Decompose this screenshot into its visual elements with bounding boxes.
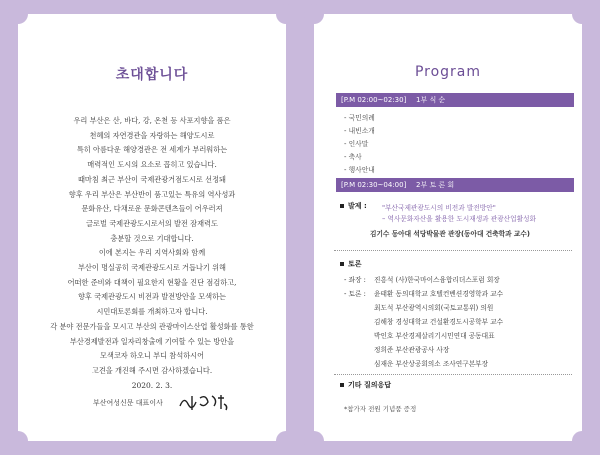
session2-name: 2부 토 론 회 xyxy=(416,181,455,189)
session1-name: 1부 식 순 xyxy=(416,96,446,104)
bullet-square-icon xyxy=(340,383,344,387)
gift-note: *참가자 전원 기념품 증정 xyxy=(344,405,417,413)
invitation-line: 매력적인 도시의 요소로 꼽히고 있습니다. xyxy=(87,160,217,170)
session2-time: [P.M 02:30~04:00] xyxy=(341,181,407,189)
divider xyxy=(334,374,572,375)
invitation-date: 2020. 2. 3. xyxy=(131,381,173,390)
session1-bar xyxy=(336,93,574,107)
invitation-line: 천혜의 자연경관을 자랑하는 해양도시로 xyxy=(89,130,215,140)
invitation-line: 향후 국제관광도시 비전과 발전방안을 모색하는 xyxy=(77,292,226,302)
presentation-label: 발제 : xyxy=(348,202,367,210)
list-item: - 국민의례 xyxy=(344,114,375,122)
panelist: 김해창 경성대학교 건설환경도시공학부 교수 xyxy=(374,318,504,326)
invitation-line: 향후 우리 부산은 부산반이 품고있는 특유의 역사성과 xyxy=(68,189,236,199)
session1-time: [P.M 02:00~02:30] xyxy=(341,96,407,104)
invitation-line: 모색코자 하오니 부디 참석하시어 xyxy=(99,351,205,361)
invitation-line: 고견을 개진해 주시면 감사하겠습니다. xyxy=(91,365,213,375)
panelist: 정희준 부산관광공사 사장 xyxy=(374,346,450,354)
invitation-line: 문화유산, 다채로운 문화콘텐츠들이 어우러져 xyxy=(81,204,223,214)
invitation-line: 특히 아름다운 해양경관은 전 세계가 부러워하는 xyxy=(76,145,228,155)
panel-label: - 토론 : xyxy=(344,290,366,298)
program-card xyxy=(314,14,582,441)
presentation-heading xyxy=(340,201,367,211)
invitation-line: 이에 본지는 우리 지역사회와 함께 xyxy=(98,248,206,258)
debate-heading xyxy=(340,259,362,269)
invitation-signer: 부산여성신문 대표이사 xyxy=(93,399,163,407)
invitation-line: 우리 부산은 산, 바다, 강, 온천 등 사포지향을 품은 xyxy=(73,116,231,125)
invitation-line: 각 분야 전문가들을 모시고 부산의 관광마이스산업 활성화를 통한 xyxy=(50,321,254,331)
invitation-title: 초대합니다 xyxy=(115,67,189,83)
debate-heading-label: 토론 xyxy=(348,260,362,268)
qa-label: 기타 질의응답 xyxy=(348,381,392,389)
invitation-line: 때마침 최근 부산이 국제관광거점도시로 선정돼 xyxy=(77,174,226,184)
invitation-line: 시민대토론회를 개최하고자 합니다. xyxy=(96,307,208,317)
presenter: 김기수 동아대 석당박물관 관장(동아대 건축학과 교수) xyxy=(370,230,530,238)
bullet-square-icon xyxy=(340,204,344,208)
panelist: 최도석 부산광역시의회(국토교통위) 의원 xyxy=(374,304,494,312)
invitation-line: 어떠한 준비와 대책이 필요한지 현황을 진단 점검하고, xyxy=(67,277,237,287)
signature-image xyxy=(178,392,230,412)
panelist: 심재운 부산상공회의소 조사연구본부장 xyxy=(374,360,489,368)
divider xyxy=(334,250,572,251)
invitation-line: 글로벌 국제관광도시로서의 발전 잠재력도 xyxy=(86,218,218,228)
panelist: 윤태환 동의대학교 호텔컨벤션경영학과 교수 xyxy=(374,290,504,298)
chair: 진흥석 (사)한국마이스융합리더스포럼 회장 xyxy=(374,276,500,284)
invitation-card xyxy=(18,14,286,441)
invitation-line: 충분할 것으로 기대합니다. xyxy=(110,233,194,243)
list-item: - 내빈소개 xyxy=(344,127,375,135)
chair-label: - 좌장 : xyxy=(344,276,366,284)
qa-heading xyxy=(340,380,391,390)
bullet-square-icon xyxy=(340,262,344,266)
invitation-line: 부산이 명실공히 국제관광도시로 거듭나기 위해 xyxy=(77,263,226,273)
list-item: - 인사말 xyxy=(344,140,369,148)
invitation-body xyxy=(26,114,278,379)
invitation-line: 부산경제발전과 일자리창출에 기여할 수 있는 방안을 xyxy=(69,336,235,346)
program-title: Program xyxy=(414,64,482,80)
session1-list xyxy=(344,112,375,177)
list-item: - 축사 xyxy=(344,153,362,161)
presentation-topic: "부산국제관광도시의 비전과 발전방안" xyxy=(382,204,496,212)
panelist: 박인호 부산경제살리기시민연대 공동대표 xyxy=(374,332,495,340)
presentation-subtopic: – 역사문화자산을 활용한 도시재생과 관광산업활성화 xyxy=(382,215,536,223)
list-item: - 행사안내 xyxy=(344,166,375,174)
session2-bar xyxy=(336,178,574,192)
